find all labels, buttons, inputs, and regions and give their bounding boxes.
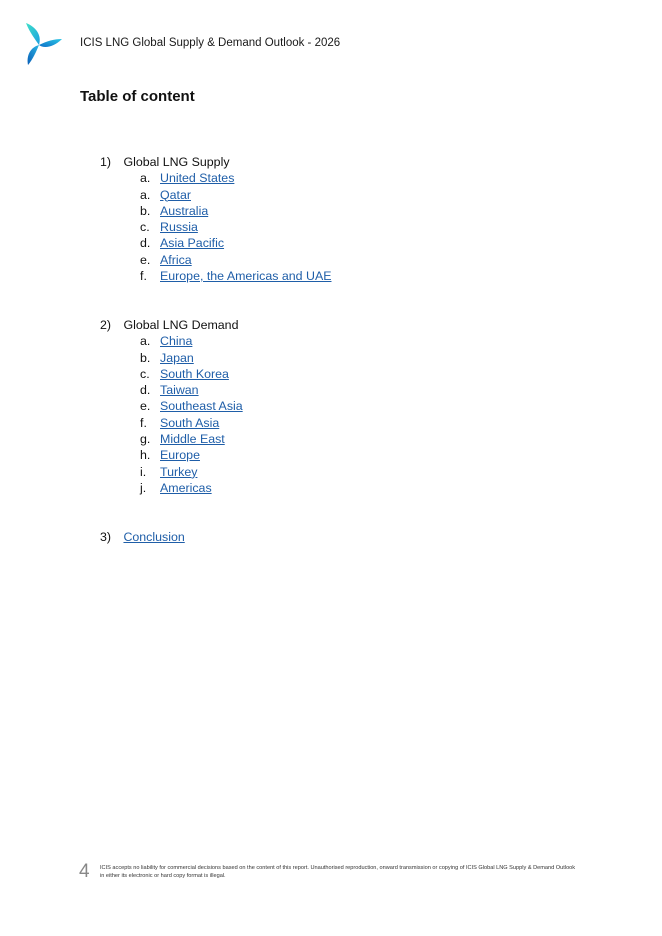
toc-item bbox=[100, 219, 230, 235]
item-letter: d. bbox=[140, 236, 151, 251]
toc-link-conclusion[interactable]: Conclusion bbox=[123, 530, 185, 544]
toc-link-qatar[interactable]: Qatar bbox=[160, 187, 191, 202]
page-number: 4 bbox=[79, 861, 90, 882]
item-letter: d. bbox=[140, 383, 151, 398]
toc-link-africa[interactable]: Africa bbox=[160, 252, 192, 267]
item-letter: f. bbox=[140, 415, 147, 430]
item-letter: c. bbox=[140, 366, 150, 381]
item-letter: e. bbox=[140, 399, 151, 414]
toc-link-japan[interactable]: Japan bbox=[160, 350, 194, 365]
toc-sublist bbox=[100, 170, 332, 284]
toc-link-middle-east[interactable]: Middle East bbox=[160, 432, 225, 447]
toc-sublist bbox=[100, 333, 243, 496]
toc-link-asia-pacific[interactable]: Asia Pacific bbox=[160, 236, 225, 251]
toc-item bbox=[100, 235, 230, 251]
item-letter: j. bbox=[140, 480, 147, 495]
toc-item bbox=[100, 447, 238, 463]
toc-link-europe[interactable]: Europe bbox=[160, 448, 200, 463]
toc-item bbox=[100, 203, 230, 219]
toc-link-china[interactable]: China bbox=[160, 334, 193, 349]
icis-logo-icon bbox=[22, 21, 64, 67]
item-letter: h. bbox=[140, 448, 151, 463]
toc-section-demand bbox=[100, 317, 243, 496]
section-label: Global LNG Supply bbox=[123, 155, 230, 169]
item-letter: f. bbox=[140, 269, 147, 284]
item-letter: c. bbox=[140, 220, 150, 235]
toc-item bbox=[100, 252, 230, 268]
toc-link-americas[interactable]: Americas bbox=[160, 480, 212, 495]
item-letter: e. bbox=[140, 252, 151, 267]
toc-item bbox=[100, 366, 238, 382]
item-letter: a. bbox=[140, 334, 151, 349]
table-of-contents-heading: Table of content bbox=[80, 88, 195, 105]
toc-section-conclusion bbox=[100, 529, 185, 545]
item-letter: g. bbox=[140, 432, 151, 447]
toc-section-header bbox=[100, 529, 185, 545]
toc-link-united-states[interactable]: United States bbox=[160, 171, 235, 186]
section-label: Global LNG Demand bbox=[123, 318, 239, 332]
section-number: 3) bbox=[100, 530, 112, 544]
toc-link-europe-americas-uae[interactable]: Europe, the Americas and UAE bbox=[160, 269, 332, 284]
toc-item bbox=[100, 170, 235, 186]
toc-link-turkey[interactable]: Turkey bbox=[160, 464, 198, 479]
toc-link-south-korea[interactable]: South Korea bbox=[160, 366, 229, 381]
footer-disclaimer: ICIS accepts no liability for commercial decisions based on the content of this report. Unauthorised reproduction, onward transmission or copying of ICIS Global LNG Supply & Demand Outlook in either its electronic or hard copy format is illegal. bbox=[100, 865, 576, 880]
toc-section-header bbox=[100, 154, 230, 170]
toc-item bbox=[100, 431, 238, 447]
toc-item bbox=[100, 187, 230, 203]
toc-item bbox=[100, 464, 238, 480]
section-number: 1) bbox=[100, 155, 112, 169]
toc-item bbox=[100, 398, 243, 414]
toc-link-south-asia[interactable]: South Asia bbox=[160, 415, 220, 430]
toc-item bbox=[100, 268, 332, 284]
document-header-title: ICIS LNG Global Supply & Demand Outlook - 2026 bbox=[80, 37, 341, 49]
toc-item bbox=[100, 333, 238, 349]
item-letter: a. bbox=[140, 187, 151, 202]
toc-item bbox=[100, 480, 238, 496]
item-letter: b. bbox=[140, 203, 151, 218]
toc-item bbox=[100, 350, 238, 366]
toc-link-southeast-asia[interactable]: Southeast Asia bbox=[160, 399, 243, 414]
toc-section-header bbox=[100, 317, 238, 333]
toc-section-supply bbox=[100, 154, 332, 284]
item-letter: i. bbox=[140, 464, 147, 479]
toc-link-taiwan[interactable]: Taiwan bbox=[160, 383, 199, 398]
item-letter: b. bbox=[140, 350, 151, 365]
toc-link-australia[interactable]: Australia bbox=[160, 203, 209, 218]
toc-item bbox=[100, 382, 238, 398]
toc-item bbox=[100, 415, 238, 431]
section-number: 2) bbox=[100, 318, 112, 332]
item-letter: a. bbox=[140, 171, 151, 186]
toc-link-russia[interactable]: Russia bbox=[160, 220, 198, 235]
